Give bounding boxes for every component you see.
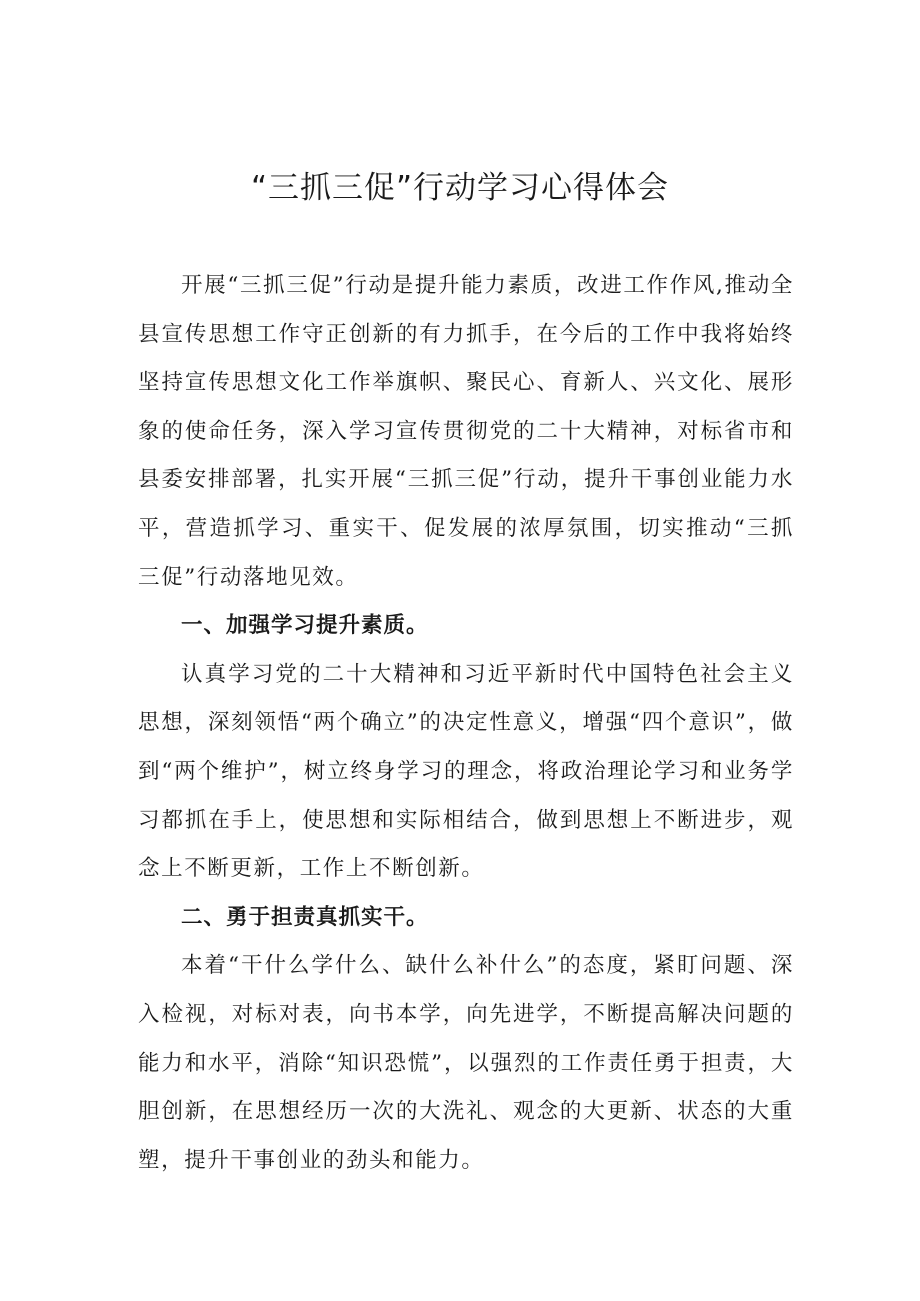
document-title: “三抓三促”行动学习心得体会 (250, 170, 670, 206)
section-1-paragraph: 认真学习党的二十大精神和习近平新时代中国特色社会主义思想，深刻领悟“两个确立”的决定性意义，增强“四个意识”，做到“两个维护”，树立终身学习的理念，将政治理论学习和业务学习都抓在手上，使思想和实际相结合，做到思想上不断进步，观念上不断更新，工作上不断创新。 (138, 661, 794, 882)
intro-paragraph: 开展“三抓三促”行动是提升能力素质，改进工作作风,推动全县宣传思想工作守正创新的有力抓手，在今后的工作中我将始终坚持宣传思想文化工作举旗帜、聚民心、育新人、兴文化、展形象的使命任务，深入学习宣传贯彻党的二十大精神，对标省市和县委安排部署，扎实开展“三抓三促”行动，提升干事创业能力水平，营造抓学习、重实干、促发展的浓厚氛围，切实推动“三抓三促”行动落地见效。 (138, 273, 794, 590)
section-2-paragraph: 本着“干什么学什么、缺什么补什么”的态度，紧盯问题、深入检视，对标对表，向书本学，向先进学，不断提高解决问题的能力和水平，消除“知识恐慌”，以强烈的工作责任勇于担责，大胆创新，在思想经历一次的大洗礼、观念的大更新、状态的大重塑，提升干事创业的劲头和能力。 (138, 953, 794, 1173)
section-heading-1: 一、加强学习提升素质。 (181, 613, 429, 639)
section-heading-2: 二、勇于担责真抓实干。 (181, 904, 429, 930)
document-body (138, 262, 794, 1185)
